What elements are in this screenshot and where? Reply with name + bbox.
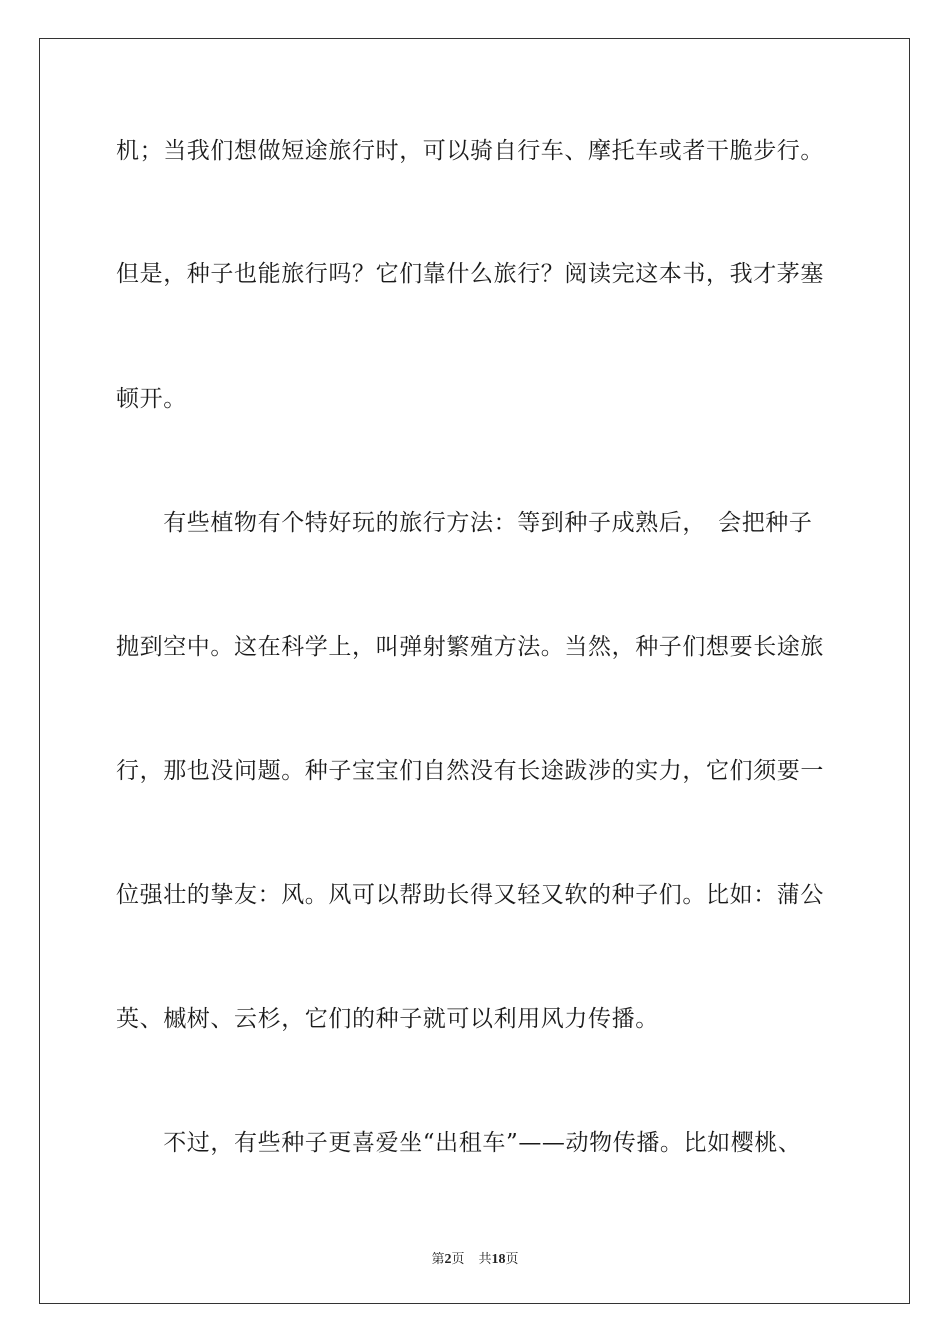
text-line-3: 顿开。 (116, 386, 187, 412)
total-pages: 18 (491, 1252, 506, 1267)
page-prefix: 第 (431, 1252, 445, 1267)
text-line-5: 抛到空中。这在科学上，叫弹射繁殖方法。当然，种子们想要长途旅 (116, 634, 824, 660)
text-line-9: 不过，有些种子更喜爱坐“出租车”——动物传播。比如樱桃、 (116, 1130, 802, 1156)
text-line-1: 机；当我们想做短途旅行时，可以骑自行车、摩托车或者干脆步行。 (116, 138, 824, 164)
text-line-6: 行，那也没问题。种子宝宝们自然没有长途跋涉的实力，它们须要一 (116, 758, 824, 784)
page-suffix: 页 (451, 1252, 465, 1267)
text-line-8: 英、槭树、云杉，它们的种子就可以利用风力传播。 (116, 1006, 659, 1032)
page-number: 2 (444, 1252, 452, 1267)
text-line-7: 位强壮的挚友：风。风可以帮助长得又轻又软的种子们。比如：蒲公 (116, 882, 824, 908)
text-line-4: 有些植物有个特好玩的旅行方法：等到种子成熟后， 会把种子 (116, 510, 813, 536)
text-line-2: 但是，种子也能旅行吗？它们靠什么旅行？阅读完这本书，我才茅塞 (116, 261, 824, 287)
page-footer (0, 1248, 950, 1268)
total-prefix: 共 (478, 1252, 492, 1267)
page-border (39, 38, 910, 1304)
total-suffix: 页 (505, 1252, 519, 1267)
